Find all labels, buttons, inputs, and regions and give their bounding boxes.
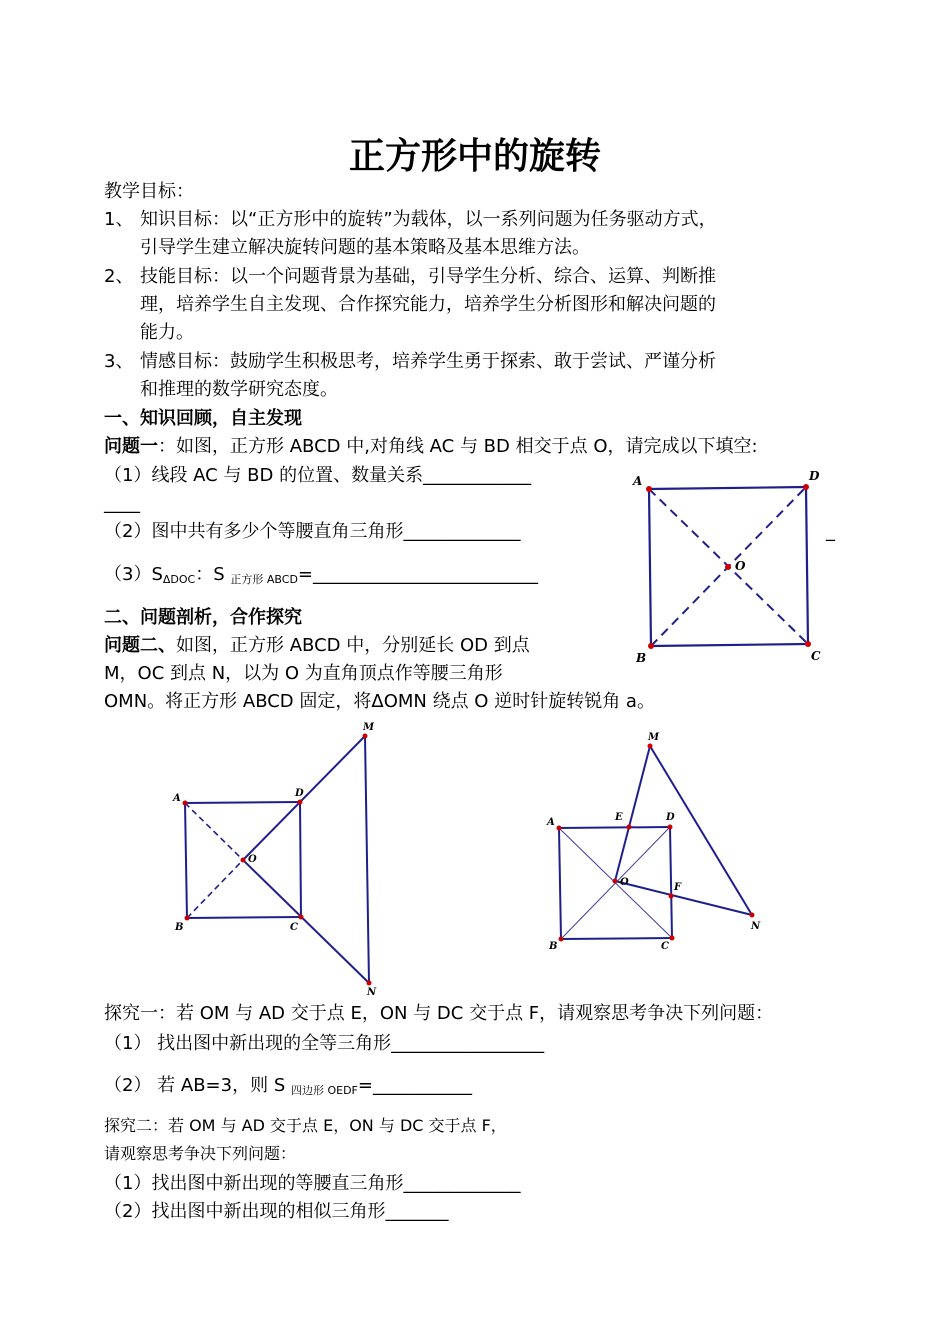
goal-3-line2: 和推理的数学研究态度。	[140, 379, 338, 400]
section-1-heading: 一、知识回顾，自主发现	[104, 408, 302, 429]
figure-3-triangle-rotated	[540, 725, 770, 950]
label-f: F	[674, 882, 682, 893]
explore-2-line1: 探究二：若 OM 与 AD 交于点 E，ON 与 DC 交于点 F，	[104, 1116, 507, 1135]
explore-2-item-1: （1）找出图中新出现的等腰直三角形_____________	[104, 1173, 521, 1194]
label-d: D	[295, 788, 304, 799]
goal-2-line2: 理，培养学生自主发现、合作探究能力，培养学生分析图形和解决问题的	[140, 294, 716, 315]
explore-2-item-2: （2）找出图中新出现的相似三角形_______	[104, 1201, 449, 1222]
q1-item-2: （2）图中共有多少个等腰直角三角形_____________	[104, 521, 521, 542]
question-1	[104, 433, 758, 461]
explore-1-intro: 探究一：若 OM 与 AD 交于点 E，ON 与 DC 交于点 F，请观察思考争决下列问题：	[104, 1003, 774, 1024]
goal-2-num: 2、	[104, 266, 134, 287]
point-d	[803, 484, 809, 490]
point-c	[805, 641, 811, 647]
side-ba	[649, 489, 651, 646]
q1-item-1-cont: ____	[104, 493, 140, 514]
goal-1-line2: 引导学生建立解决旋转问题的基本策略及基本思维方法。	[140, 237, 590, 258]
goal-1-line1: 知识目标：以“正方形中的旋转”为载体，以一系列问题为任务驱动方式，	[140, 209, 717, 230]
goal-1-num: 1、	[104, 209, 134, 230]
label-o: O	[620, 877, 629, 888]
q1-item-3-post: =_________________________	[297, 564, 539, 585]
q1-item-2-tail: _	[826, 521, 835, 542]
question-1-label: 问题一	[104, 436, 158, 457]
point-o	[725, 564, 731, 570]
goal-3-num: 3、	[104, 351, 134, 372]
point-b	[648, 643, 654, 649]
figure-1-square	[625, 466, 835, 662]
question-1-text: ：如图，正方形 ABCD 中,对角线 AC 与 BD 相交于点 O，请完成以下填空:	[158, 436, 758, 457]
goal-3-line1: 情感目标：鼓励学生积极思考，培养学生勇于探索、敢于尝试、严谨分析	[140, 351, 716, 372]
side-ad	[649, 487, 806, 489]
q1-item-3	[104, 561, 538, 594]
section-2-heading: 二、问题剖析，合作探究	[104, 607, 302, 628]
label-e: E	[615, 812, 623, 823]
explore-1-item-2-pre: （2） 若 AB=3，则 S	[104, 1075, 291, 1096]
explore-1-item-2	[104, 1072, 472, 1105]
label-c: C	[811, 649, 821, 662]
goal-2-line3: 能力。	[140, 322, 194, 343]
label-m: M	[363, 722, 375, 733]
point-a	[646, 486, 652, 492]
page-title: 正方形中的旋转	[348, 136, 601, 177]
label-b: B	[636, 651, 647, 662]
side-cb	[651, 644, 808, 646]
label-n: N	[367, 987, 377, 998]
explore-2-line2: 请观察思考争决下列问题：	[104, 1144, 297, 1163]
question-2-line3: OMN。将正方形 ABCD 固定，将ΔOMN 绕点 O 逆时针旋转锐角 a。	[104, 691, 655, 712]
label-d: D	[809, 469, 820, 483]
label-m: M	[648, 732, 660, 743]
label-a: A	[173, 793, 181, 804]
label-b: B	[549, 941, 558, 950]
explore-1-item-2-sub: 四边形 OEDF	[290, 1084, 358, 1097]
goals-heading: 教学目标：	[104, 181, 194, 202]
q1-item-1: （1）线段 AC 与 BD 的位置、数量关系____________	[104, 465, 532, 486]
side-dc	[806, 487, 808, 644]
q1-item-3-sub1: ΔDOC	[162, 573, 196, 586]
figure-2-triangle-initial	[165, 715, 390, 1000]
label-c: C	[661, 941, 669, 950]
label-a: A	[547, 817, 555, 828]
question-2-text: 如图，正方形 ABCD 中，分别延长 OD 到点	[176, 635, 530, 656]
goal-2-line1: 技能目标：以一个问题背景为基础，引导学生分析、综合、运算、判断推	[140, 266, 716, 287]
q1-item-3-mid: ：S	[195, 564, 231, 585]
label-o: O	[735, 559, 746, 573]
q1-item-3-sub2: 正方形 ABCD	[230, 573, 298, 586]
question-2-line1	[104, 632, 530, 660]
label-d: D	[666, 812, 675, 823]
label-a: A	[633, 474, 643, 488]
label-c: C	[290, 922, 298, 933]
q1-item-3-pre: （3）S	[104, 564, 163, 585]
question-2-line2: M，OC 到点 N，以为 O 为直角顶点作等腰三角形	[104, 663, 503, 684]
label-n: N	[751, 921, 761, 932]
label-o: O	[248, 854, 257, 865]
explore-1-item-1: （1） 找出图中新出现的全等三角形_________________	[104, 1033, 545, 1054]
label-b: B	[175, 922, 184, 933]
explore-1-item-2-post: =___________	[357, 1075, 472, 1096]
question-2-label: 问题二、	[104, 635, 176, 656]
